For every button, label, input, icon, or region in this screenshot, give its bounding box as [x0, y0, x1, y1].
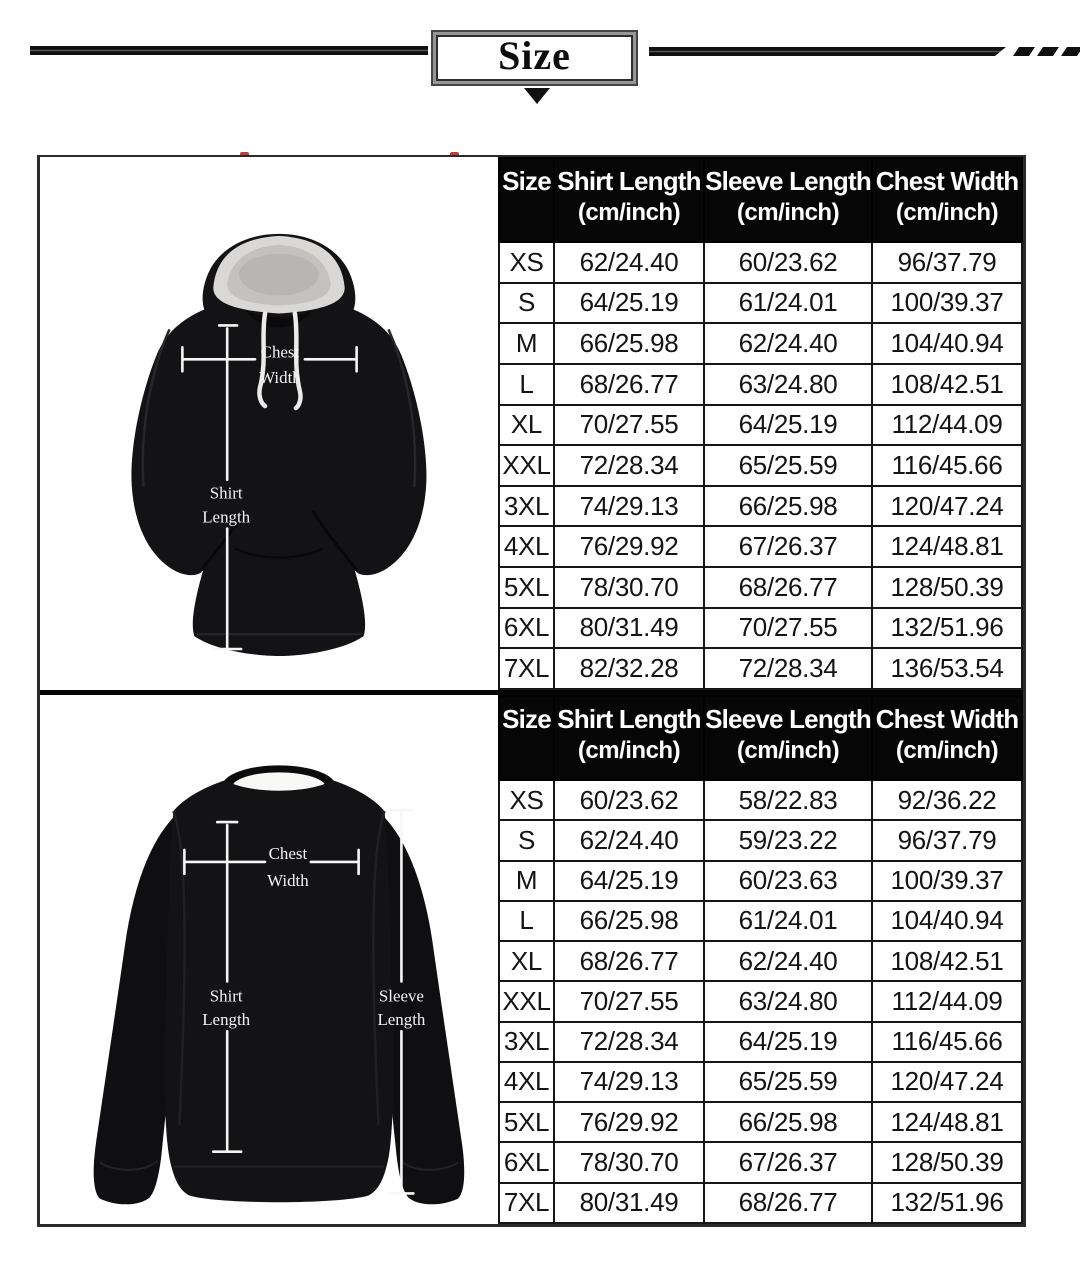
- measurement-value-cell: 104/40.94: [872, 323, 1022, 364]
- hoodie-hood-interior: [239, 254, 319, 296]
- chest-width-label-line1: Chest: [260, 342, 300, 362]
- size-title-box: [431, 30, 638, 86]
- column-header-unit: (cm/inch): [736, 736, 840, 764]
- header-rule-dash: [1013, 47, 1035, 56]
- size-table-row: [499, 648, 1022, 689]
- sweatshirt-size-table-area: [498, 695, 1023, 1224]
- size-title-box-inner: [436, 35, 633, 81]
- measurement-value-cell: 65/25.59: [704, 445, 872, 486]
- measurement-value-cell: 68/26.77: [554, 941, 704, 981]
- column-header-label: Sleeve Length: [705, 704, 871, 734]
- size-label-cell: 4XL: [499, 526, 554, 567]
- size-table-row: [499, 405, 1022, 446]
- size-label-cell: XL: [499, 941, 554, 981]
- size-label-cell: XS: [499, 242, 554, 283]
- size-label-cell: 6XL: [499, 1142, 554, 1182]
- measurement-value-cell: 70/27.55: [554, 981, 704, 1021]
- hoodie-illustration: [40, 157, 498, 690]
- measurement-value-cell: 63/24.80: [704, 364, 872, 405]
- column-header-label: Sleeve Length: [705, 166, 871, 196]
- measurement-value-cell: 62/24.40: [704, 941, 872, 981]
- hoodie-section: [40, 157, 1023, 690]
- measurement-value-cell: 74/29.13: [554, 1062, 704, 1102]
- measurement-value-cell: 68/26.77: [704, 567, 872, 608]
- size-label-cell: XXL: [499, 445, 554, 486]
- size-table-row: [499, 1022, 1022, 1062]
- size-label-cell: S: [499, 283, 554, 324]
- measurement-value-cell: 66/25.98: [554, 323, 704, 364]
- size-table-row: [499, 901, 1022, 941]
- measurement-value-cell: 116/45.66: [872, 445, 1022, 486]
- size-label-cell: 7XL: [499, 648, 554, 689]
- measurement-value-cell: 63/24.80: [704, 981, 872, 1021]
- chest-width-label-line2: Width: [267, 870, 309, 890]
- measurement-value-cell: 78/30.70: [554, 567, 704, 608]
- table-header-row: [499, 696, 1022, 780]
- shirt-length-label-line2: Length: [202, 507, 251, 527]
- column-header-label: Size: [502, 166, 551, 196]
- chest-width-label-line2: Width: [259, 368, 301, 388]
- size-table-row: [499, 1183, 1022, 1223]
- measurement-value-cell: 72/28.34: [554, 445, 704, 486]
- size-table-row: [499, 364, 1022, 405]
- column-header-sleeve-length: [704, 696, 872, 780]
- sleeve-length-label-line1: Sleeve: [378, 986, 424, 1006]
- size-label-cell: 7XL: [499, 1183, 554, 1223]
- size-label-cell: 6XL: [499, 608, 554, 649]
- measurement-value-cell: 76/29.92: [554, 526, 704, 567]
- measurement-value-cell: 128/50.39: [872, 1142, 1022, 1182]
- size-table-row: [499, 323, 1022, 364]
- measurement-value-cell: 70/27.55: [554, 405, 704, 446]
- size-table-row: [499, 283, 1022, 324]
- size-label-cell: 3XL: [499, 486, 554, 527]
- column-header-sleeve-length: [704, 158, 872, 242]
- sweatshirt-section: [40, 690, 1023, 1224]
- measurement-value-cell: 116/45.66: [872, 1022, 1022, 1062]
- measurement-value-cell: 124/48.81: [872, 526, 1022, 567]
- measurement-value-cell: 92/36.22: [872, 780, 1022, 820]
- column-header-chest-width: [872, 696, 1022, 780]
- size-label-cell: M: [499, 861, 554, 901]
- column-header-shirt-length: [554, 696, 704, 780]
- column-header-unit: (cm/inch): [736, 198, 840, 226]
- size-label-cell: XL: [499, 405, 554, 446]
- size-label-cell: 4XL: [499, 1062, 554, 1102]
- size-label-cell: S: [499, 820, 554, 860]
- size-label-cell: XS: [499, 780, 554, 820]
- size-label-cell: L: [499, 901, 554, 941]
- measurement-value-cell: 76/29.92: [554, 1102, 704, 1142]
- sweatshirt-photo: [40, 695, 498, 1224]
- column-header-size: [499, 696, 554, 780]
- measurement-value-cell: 67/26.37: [704, 1142, 872, 1182]
- column-header-shirt-length: [554, 158, 704, 242]
- header-rule-right: [649, 47, 1006, 56]
- sweatshirt-illustration: [40, 695, 498, 1224]
- column-header-unit: (cm/inch): [577, 736, 681, 764]
- measurement-value-cell: 80/31.49: [554, 608, 704, 649]
- size-table-row: [499, 941, 1022, 981]
- measurement-value-cell: 136/53.54: [872, 648, 1022, 689]
- size-label-cell: XXL: [499, 981, 554, 1021]
- measurement-value-cell: 66/25.98: [704, 486, 872, 527]
- column-header-label: Shirt Length: [557, 166, 701, 196]
- measurement-value-cell: 132/51.96: [872, 608, 1022, 649]
- size-table-row: [499, 1102, 1022, 1142]
- column-header-label: Size: [502, 704, 551, 734]
- measurement-value-cell: 72/28.34: [704, 648, 872, 689]
- measurement-value-cell: 128/50.39: [872, 567, 1022, 608]
- measurement-value-cell: 96/37.79: [872, 820, 1022, 860]
- measurement-value-cell: 124/48.81: [872, 1102, 1022, 1142]
- size-table-row: [499, 486, 1022, 527]
- measurement-value-cell: 62/24.40: [554, 820, 704, 860]
- shirt-length-label-line1: Shirt: [209, 986, 243, 1006]
- measurement-value-cell: 68/26.77: [554, 364, 704, 405]
- measurement-value-cell: 64/25.19: [704, 405, 872, 446]
- measurement-value-cell: 66/25.98: [554, 901, 704, 941]
- size-label-cell: L: [499, 364, 554, 405]
- measurement-value-cell: 60/23.62: [554, 780, 704, 820]
- chest-width-label-line1: Chest: [268, 843, 308, 863]
- sleeve-length-label-line2: Length: [377, 1010, 426, 1030]
- header-rule-dash: [1061, 47, 1080, 56]
- measurement-value-cell: 68/26.77: [704, 1183, 872, 1223]
- measurement-value-cell: 65/25.59: [704, 1062, 872, 1102]
- shirt-length-label-line2: Length: [202, 1010, 251, 1030]
- measurement-value-cell: 59/23.22: [704, 820, 872, 860]
- header-rule-left: [30, 46, 428, 55]
- measurement-value-cell: 60/23.63: [704, 861, 872, 901]
- header-rule-dash: [1037, 47, 1059, 56]
- size-label-cell: 5XL: [499, 567, 554, 608]
- measurement-value-cell: 100/39.37: [872, 283, 1022, 324]
- size-table-row: [499, 981, 1022, 1021]
- sweatshirt-size-table: [498, 695, 1023, 1224]
- measurement-value-cell: 132/51.96: [872, 1183, 1022, 1223]
- column-header-label: Chest Width: [875, 166, 1019, 196]
- measurement-value-cell: 108/42.51: [872, 941, 1022, 981]
- measurement-value-cell: 61/24.01: [704, 283, 872, 324]
- measurement-value-cell: 104/40.94: [872, 901, 1022, 941]
- down-triangle-icon: [524, 88, 550, 104]
- hoodie-size-table-area: [498, 157, 1023, 690]
- column-header-unit: (cm/inch): [577, 198, 681, 226]
- measurement-value-cell: 64/25.19: [704, 1022, 872, 1062]
- column-header-unit: (cm/inch): [895, 736, 999, 764]
- size-table-row: [499, 820, 1022, 860]
- measurement-value-cell: 82/32.28: [554, 648, 704, 689]
- measurement-value-cell: 120/47.24: [872, 1062, 1022, 1102]
- measurement-value-cell: 96/37.79: [872, 242, 1022, 283]
- shirt-length-label-line1: Shirt: [209, 483, 243, 503]
- size-table-row: [499, 242, 1022, 283]
- measurement-value-cell: 64/25.19: [554, 861, 704, 901]
- measurement-value-cell: 120/47.24: [872, 486, 1022, 527]
- measurement-value-cell: 108/42.51: [872, 364, 1022, 405]
- hoodie-size-table: [498, 157, 1023, 690]
- size-table-row: [499, 1142, 1022, 1182]
- measurement-value-cell: 62/24.40: [554, 242, 704, 283]
- measurement-value-cell: 70/27.55: [704, 608, 872, 649]
- measurement-value-cell: 62/24.40: [704, 323, 872, 364]
- size-label-cell: 3XL: [499, 1022, 554, 1062]
- measurement-value-cell: 80/31.49: [554, 1183, 704, 1223]
- column-header-label: Chest Width: [875, 704, 1019, 734]
- size-table-row: [499, 1062, 1022, 1102]
- measurement-value-cell: 64/25.19: [554, 283, 704, 324]
- measurement-value-cell: 78/30.70: [554, 1142, 704, 1182]
- size-chart-frame: [37, 155, 1026, 1227]
- page-title: Size: [498, 33, 571, 78]
- measurement-value-cell: 67/26.37: [704, 526, 872, 567]
- measurement-value-cell: 112/44.09: [872, 981, 1022, 1021]
- measurement-value-cell: 72/28.34: [554, 1022, 704, 1062]
- size-label-cell: M: [499, 323, 554, 364]
- measurement-value-cell: 74/29.13: [554, 486, 704, 527]
- measurement-value-cell: 100/39.37: [872, 861, 1022, 901]
- hoodie-photo: [40, 157, 498, 690]
- size-table-row: [499, 608, 1022, 649]
- column-header-size: [499, 158, 554, 242]
- measurement-value-cell: 66/25.98: [704, 1102, 872, 1142]
- size-table-row: [499, 861, 1022, 901]
- size-table-row: [499, 567, 1022, 608]
- table-header-row: [499, 158, 1022, 242]
- size-table-row: [499, 445, 1022, 486]
- size-label-cell: 5XL: [499, 1102, 554, 1142]
- size-table-row: [499, 526, 1022, 567]
- measurement-value-cell: 60/23.62: [704, 242, 872, 283]
- size-table-row: [499, 780, 1022, 820]
- column-header-unit: (cm/inch): [895, 198, 999, 226]
- column-header-chest-width: [872, 158, 1022, 242]
- measurement-value-cell: 61/24.01: [704, 901, 872, 941]
- column-header-label: Shirt Length: [557, 704, 701, 734]
- measurement-value-cell: 58/22.83: [704, 780, 872, 820]
- measurement-value-cell: 112/44.09: [872, 405, 1022, 446]
